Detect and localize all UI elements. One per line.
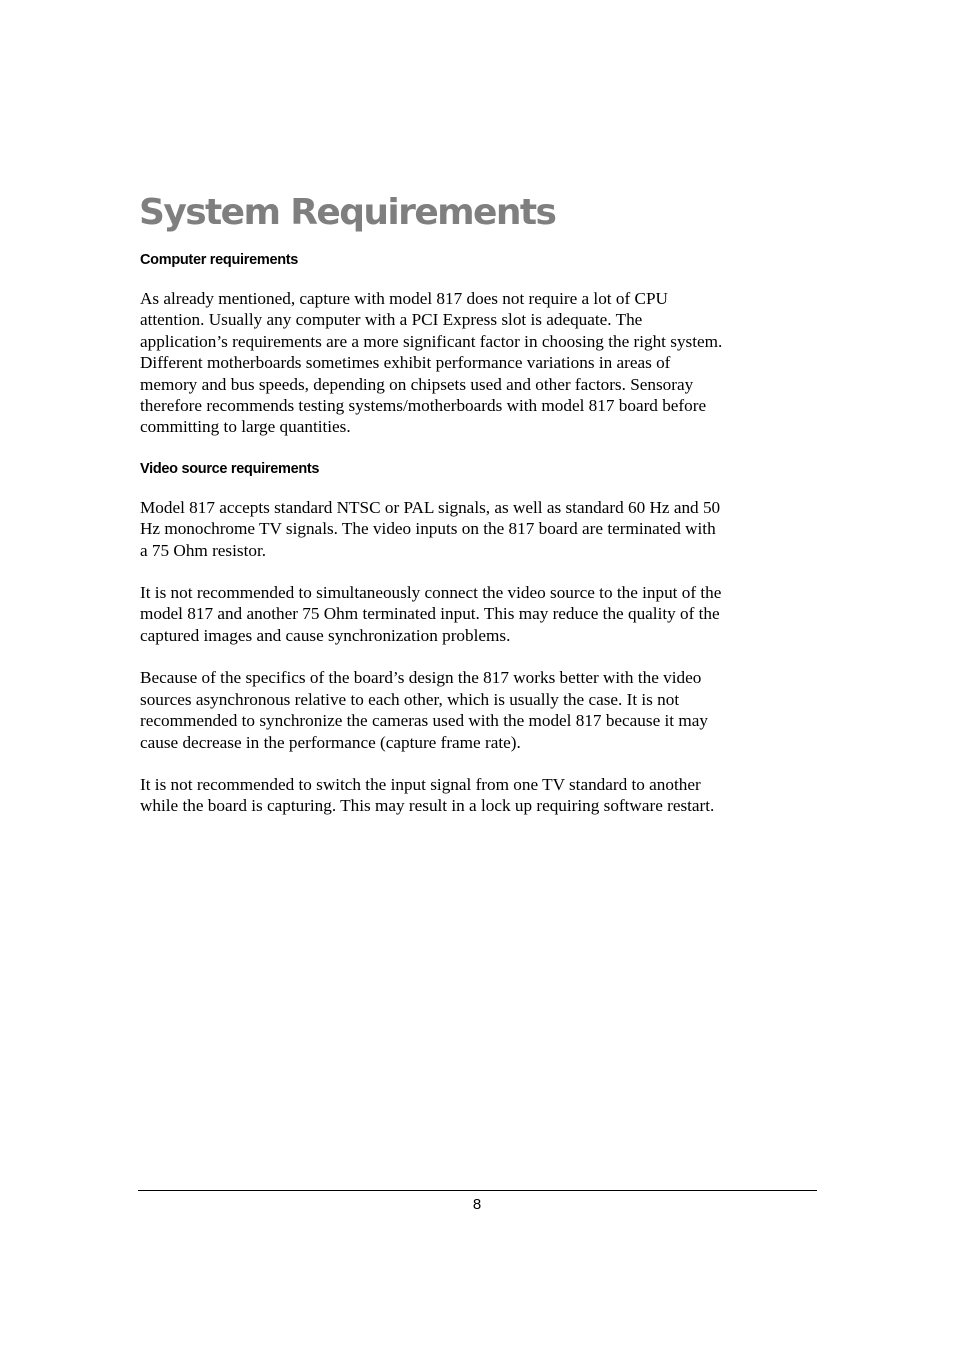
paragraph-termination-warning: It is not recommended to simultaneously connect the video source to the input of the model 817 and another 75 Ohm terminated input. This may reduce the quality of the captured images and cause synchronization problems.	[140, 583, 722, 645]
paragraph-standard-switch-warning: It is not recommended to switch the input signal from one TV standard to another while the board is capturing. This may result in a lock up requiring software restart.	[140, 774, 715, 816]
page-title: System Requirements	[139, 192, 556, 233]
section-heading-video-source-requirements: Video source requirements	[140, 460, 320, 477]
page-number: 8	[472, 1196, 482, 1213]
page-content	[140, 250, 800, 817]
paragraph-computer-requirements: As already mentioned, capture with model 817 does not require a lot of CPU attention. Usually any computer with a PCI Express slot is adequate. The application’s requirements are a more significant factor in choosing the right system. Different motherboards sometimes exhibit performance variations in areas of memory and bus speeds, depending on chipsets used and other factors. Sensoray therefore recommends testing systems/motherboards with model 817 board before committing to large quantities.	[140, 289, 723, 437]
footer-rule	[138, 1190, 817, 1191]
section-heading-computer-requirements: Computer requirements	[140, 252, 299, 268]
paragraph-video-signals: Model 817 accepts standard NTSC or PAL signals, as well as standard 60 Hz and 50 Hz monochrome TV signals. The video inputs on the 817 board are terminated with a 75 Ohm resistor.	[140, 497, 721, 560]
paragraph-asynchronous-sources: Because of the specifics of the board’s design the 817 works better with the video sources asynchronous relative to each other, which is usually the case. It is not recommended to synchronize the cameras used with the model 817 because it may cause decrease in the performance (capture frame rate).	[140, 668, 708, 752]
